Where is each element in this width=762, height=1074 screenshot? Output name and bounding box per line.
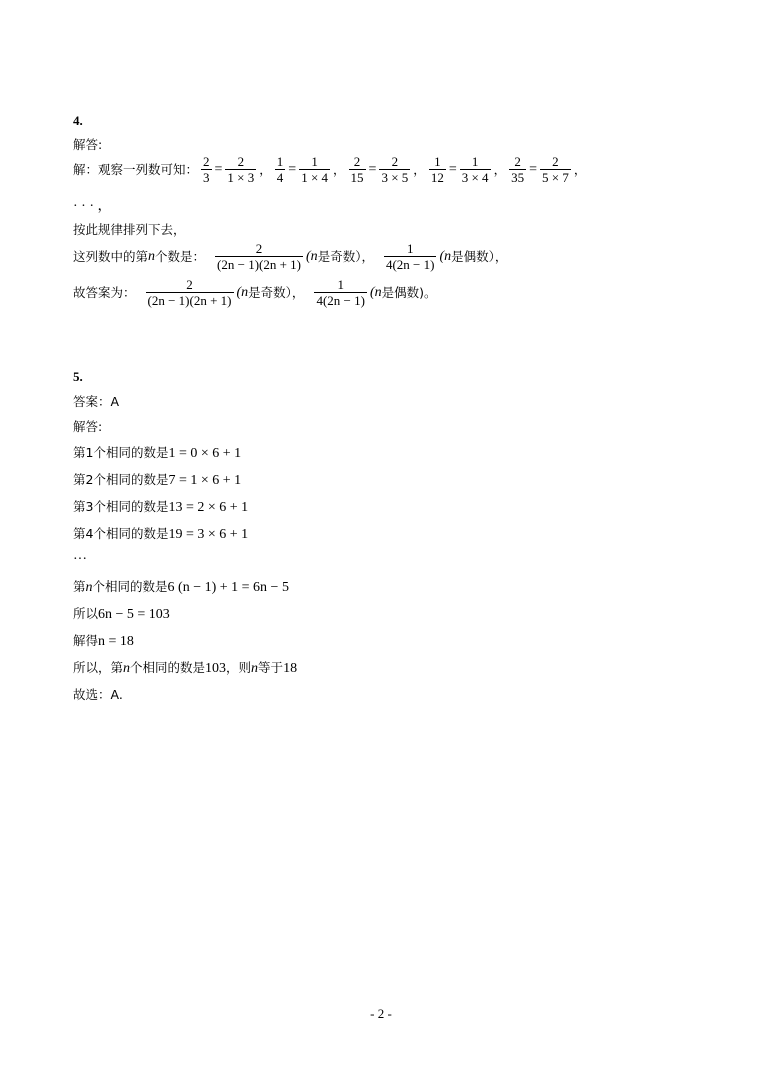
fraction-even: $\frac{1}{4(2n - 1)}$	[316, 277, 365, 308]
fraction: $\frac{2}{3}$	[203, 154, 210, 185]
line-math: 1 = 0 × 6 + 1	[168, 446, 242, 461]
line-text: 第3个相同的数是	[73, 499, 169, 514]
q4-intro: 解：观察一列数可知：	[73, 161, 199, 177]
separator: ，	[333, 161, 346, 177]
equals: =	[368, 161, 377, 177]
q4-final-line	[73, 277, 437, 308]
line-math: 19 = 3 × 6 + 1	[168, 527, 249, 542]
q4-dots: · · · ，	[73, 199, 112, 214]
q5-choice: 故选：A.	[73, 687, 123, 702]
even-condition: 是偶数），	[451, 248, 508, 264]
line-math: 13 = 2 × 6 + 1	[168, 500, 249, 515]
concl-value: 103	[205, 661, 227, 676]
line-math: 7 = 1 × 6 + 1	[168, 473, 242, 488]
fraction: $\frac{1}{4}$	[276, 154, 284, 185]
separator: ，	[493, 161, 507, 177]
q5-line-1	[73, 445, 241, 462]
so-prefix: 所以	[73, 606, 99, 621]
q5-answer: 答案：A	[73, 394, 120, 409]
var-n: n	[251, 661, 259, 676]
q4-nth-prefix: 这列数中的第	[73, 248, 149, 264]
fraction-odd: $\frac{2}{(2n - 1)(2n + 1)}$	[217, 241, 302, 272]
cond-n: (n	[369, 284, 382, 300]
var-n: n	[123, 661, 131, 676]
q5-line-2	[73, 472, 241, 489]
q5-ellipsis: ···	[73, 552, 87, 567]
fraction-even: $\frac{1}{4(2n - 1)}$	[385, 241, 435, 272]
q5-so-line	[73, 606, 170, 623]
var-n: n	[148, 248, 156, 264]
odd-condition: 是奇数），	[317, 248, 374, 264]
q5-answer-label: 解答:	[73, 419, 103, 434]
nth-mid: 个相同的数是	[92, 579, 168, 594]
equals: =	[529, 161, 537, 177]
concl-text: 等于	[258, 660, 284, 675]
fraction: $\frac{1}{1 \times 4}$	[301, 154, 329, 185]
separator: ，	[413, 161, 426, 177]
page-number: - 2 -	[370, 1006, 392, 1021]
q4-answer-label: 解答:	[73, 137, 103, 152]
so-math: 6n − 5 = 103	[98, 607, 170, 622]
q5-line-4	[73, 526, 248, 543]
concl-text: 所以，第	[73, 660, 124, 675]
q4-nth-mid: 个数是：	[155, 248, 206, 264]
concl-text: 个相同的数是	[130, 660, 206, 675]
fraction: $\frac{2}{5 \times 7}$	[541, 154, 569, 185]
solve-math: n = 18	[98, 634, 134, 649]
fraction: $\frac{1}{3 \times 4}$	[461, 154, 489, 185]
fraction: $\frac{2}{3 \times 5}$	[381, 154, 409, 185]
q4-nth-line	[73, 241, 507, 272]
q4-rule: 按此规律排列下去，	[73, 222, 186, 237]
cond-n: (n	[306, 248, 318, 264]
equals: =	[448, 161, 457, 177]
fraction: $\frac{2}{15}$	[350, 154, 364, 185]
odd-condition: 是奇数），	[248, 284, 305, 300]
separator: ，	[259, 161, 272, 177]
equals: =	[288, 161, 297, 177]
var-n: n	[85, 580, 93, 595]
equals: =	[214, 161, 223, 177]
q5-conclusion-line	[73, 660, 297, 677]
separator: ，	[573, 161, 587, 177]
line-text: 第1个相同的数是	[73, 445, 169, 460]
line-text: 第4个相同的数是	[73, 526, 169, 541]
fraction: $\frac{2}{35}$	[511, 154, 525, 185]
fraction: $\frac{2}{1 \times 3}$	[227, 154, 255, 185]
question-5-number: 5.	[73, 369, 83, 384]
question-4-number: 4.	[73, 113, 83, 128]
q4-final-prefix: 故答案为：	[73, 284, 136, 300]
fraction-odd: $\frac{2}{(2n - 1)(2n + 1)}$	[147, 277, 232, 308]
fraction: $\frac{1}{12}$	[430, 154, 444, 185]
cond-n: (n	[439, 248, 452, 264]
q5-solve-line	[73, 633, 134, 650]
cond-n: (n	[236, 284, 249, 300]
even-condition: 是偶数)。	[381, 284, 437, 300]
concl-value: 18	[283, 661, 298, 676]
q4-observation-line	[73, 154, 586, 185]
q5-nth-line	[73, 579, 289, 596]
solve-prefix: 解得	[73, 633, 99, 648]
q5-line-3	[73, 499, 248, 516]
nth-prefix: 第	[73, 579, 86, 594]
concl-text: ，则	[226, 660, 252, 675]
line-text: 第2个相同的数是	[73, 472, 169, 487]
nth-math: 6 (n − 1) + 1 = 6n − 5	[167, 580, 289, 595]
